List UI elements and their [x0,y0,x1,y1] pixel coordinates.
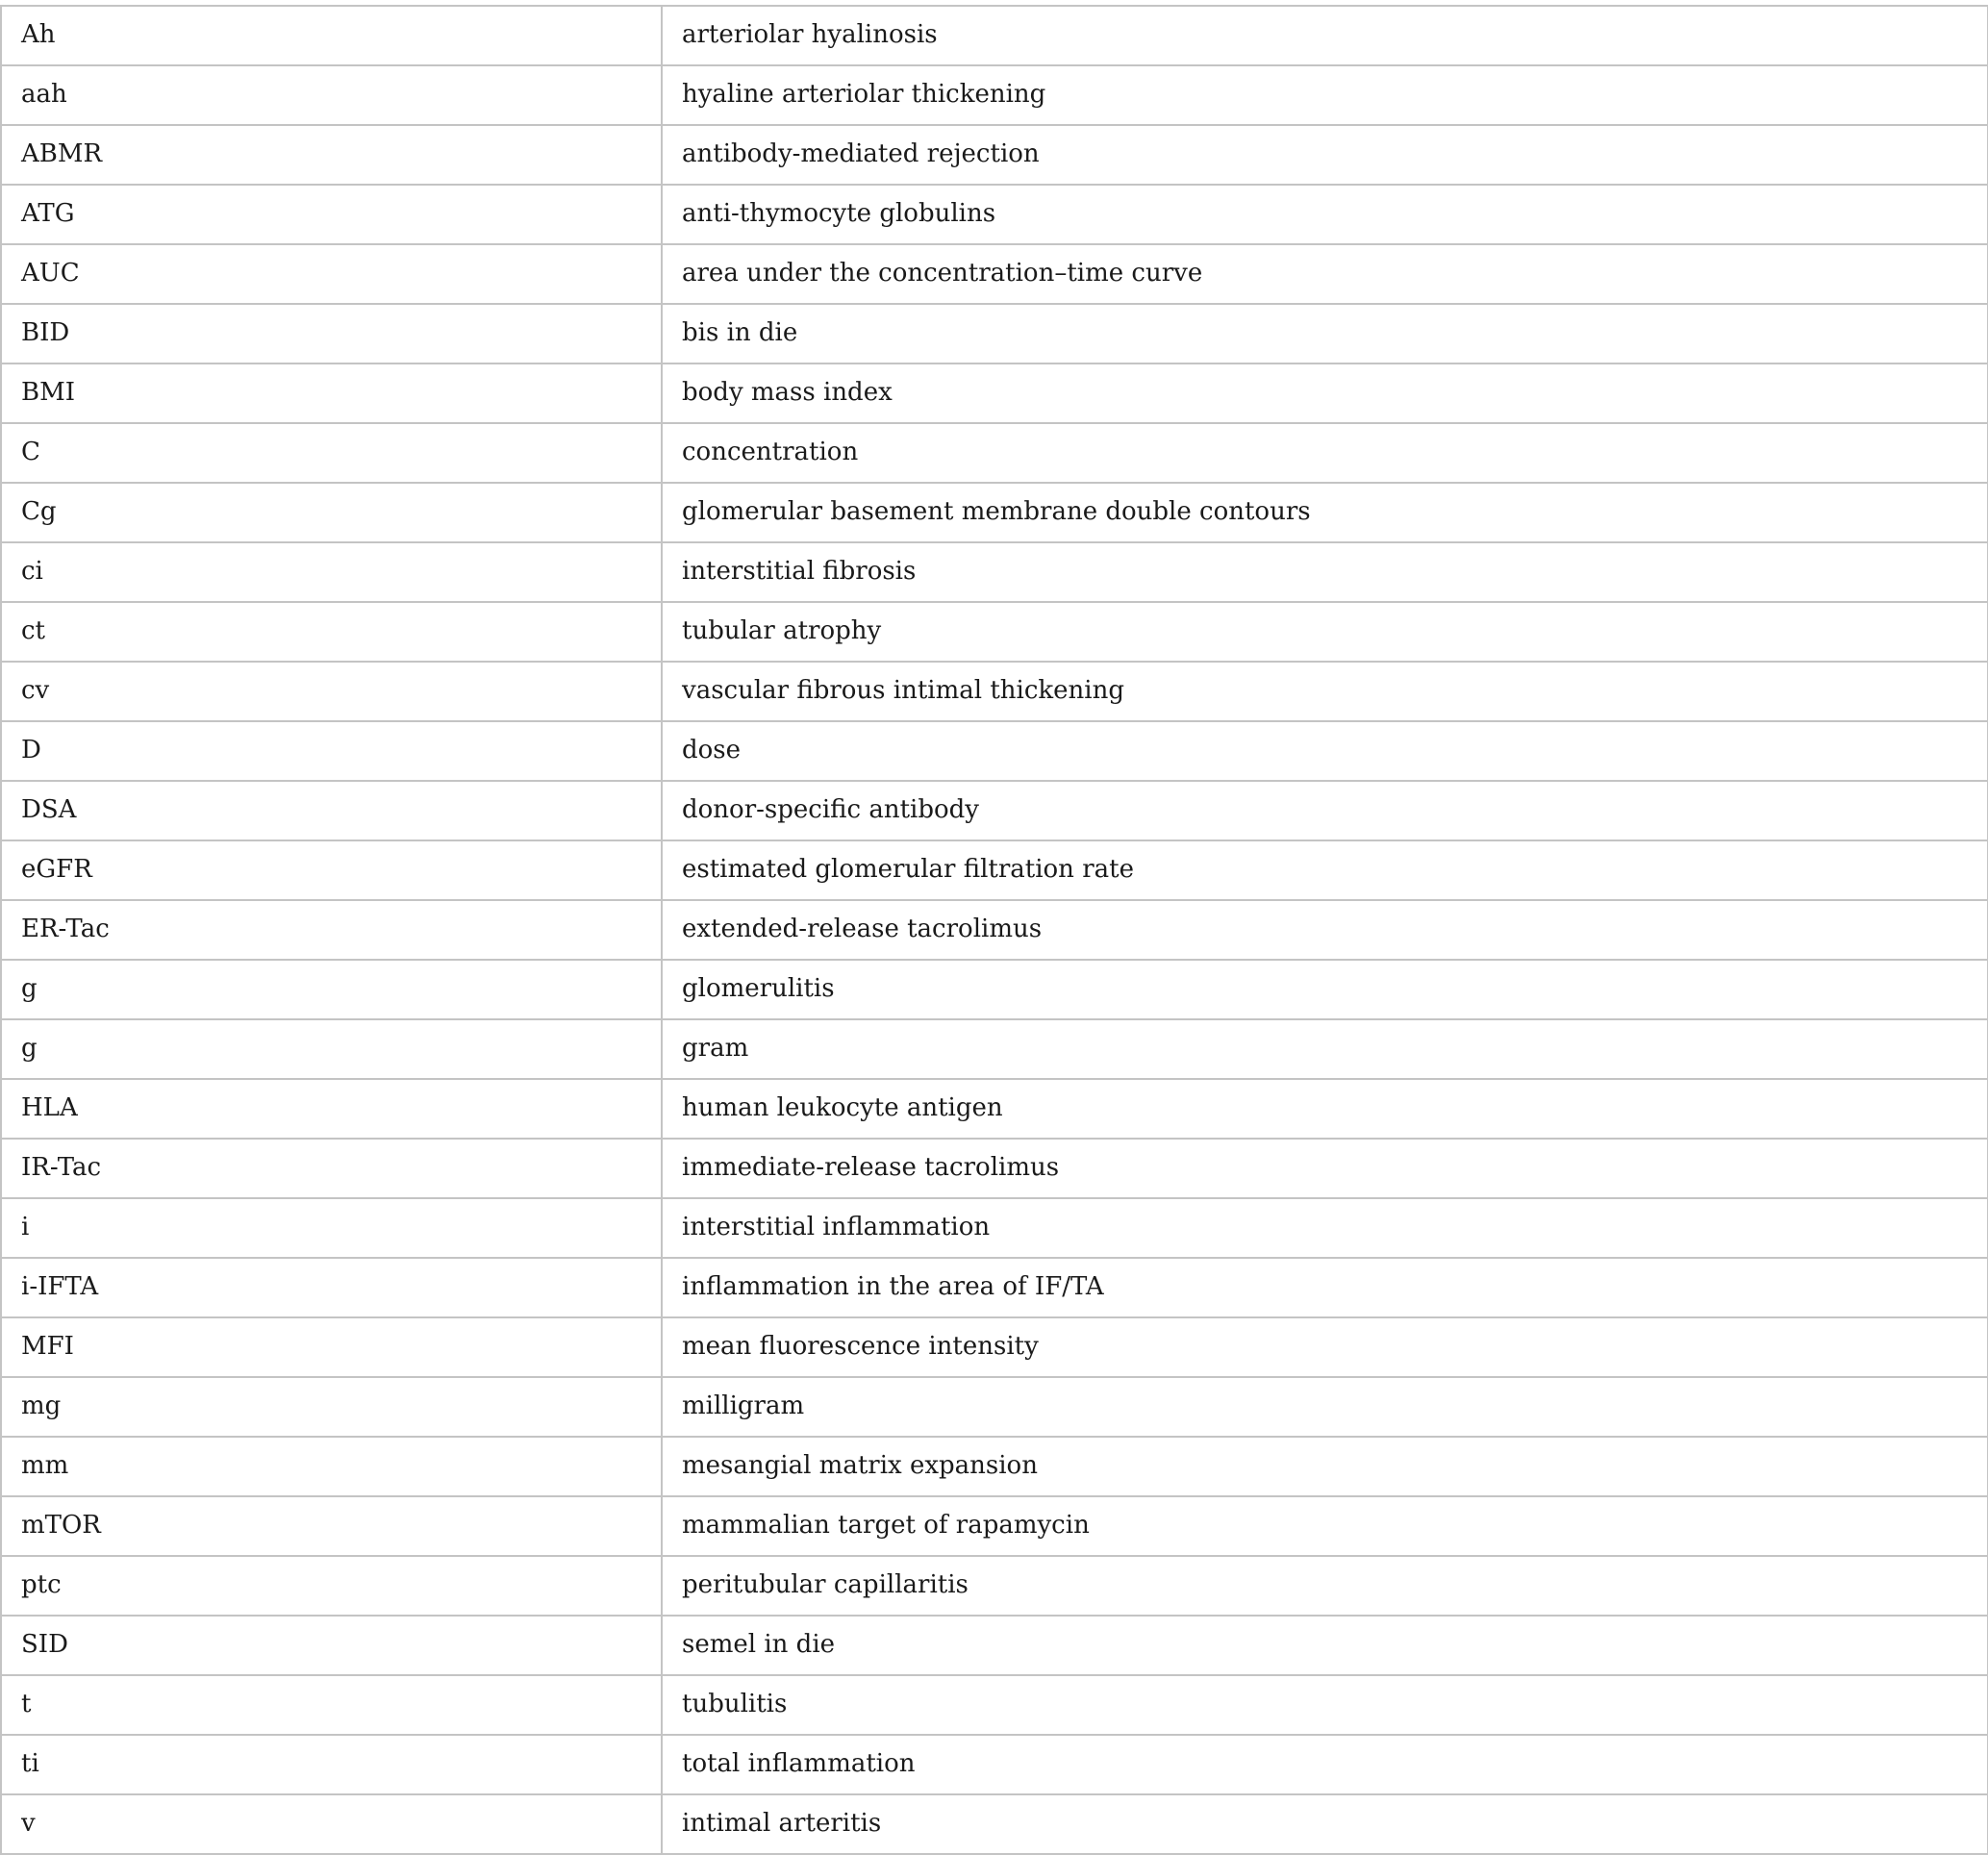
abbreviation-cell: ti [1,1735,662,1794]
definition-cell: concentration [662,423,1988,483]
abbreviation-cell: MFI [1,1317,662,1377]
table-row [1,423,1988,483]
abbreviation-cell: t [1,1675,662,1735]
abbreviations-table-body [1,6,1988,1854]
table-row [1,304,1988,363]
abbreviation-cell: i [1,1198,662,1258]
abbreviation-cell: eGFR [1,840,662,900]
definition-cell: area under the concentration–time curve [662,244,1988,304]
abbreviation-cell: g [1,1019,662,1079]
table-row [1,1317,1988,1377]
definition-cell: glomerulitis [662,960,1988,1019]
abbreviation-cell: Cg [1,483,662,542]
abbreviation-cell: D [1,721,662,781]
abbreviation-cell: mg [1,1377,662,1437]
table-row [1,1437,1988,1496]
table-row [1,542,1988,602]
table-row [1,602,1988,662]
table-row [1,1079,1988,1139]
definition-cell: tubular atrophy [662,602,1988,662]
abbreviation-cell: ABMR [1,125,662,185]
abbreviation-cell: BID [1,304,662,363]
table-row [1,900,1988,960]
abbreviation-cell: g [1,960,662,1019]
definition-cell: bis in die [662,304,1988,363]
table-row [1,960,1988,1019]
table-row [1,1198,1988,1258]
abbreviation-cell: HLA [1,1079,662,1139]
abbreviation-cell: mTOR [1,1496,662,1556]
abbreviation-cell: ct [1,602,662,662]
abbreviation-cell: AUC [1,244,662,304]
abbreviation-cell: i-IFTA [1,1258,662,1317]
abbreviation-cell: ER-Tac [1,900,662,960]
definition-cell: arteriolar hyalinosis [662,6,1988,65]
table-row [1,662,1988,721]
table-row [1,1556,1988,1616]
definition-cell: vascular fibrous intimal thickening [662,662,1988,721]
table-row [1,1258,1988,1317]
table-row [1,244,1988,304]
definition-cell: peritubular capillaritis [662,1556,1988,1616]
abbreviation-cell: DSA [1,781,662,840]
definition-cell: antibody-mediated rejection [662,125,1988,185]
table-row [1,185,1988,244]
definition-cell: anti-thymocyte globulins [662,185,1988,244]
table-row [1,1675,1988,1735]
abbreviation-cell: Ah [1,6,662,65]
definition-cell: semel in die [662,1616,1988,1675]
definition-cell: intimal arteritis [662,1794,1988,1854]
abbreviation-cell: ATG [1,185,662,244]
definition-cell: interstitial fibrosis [662,542,1988,602]
definition-cell: human leukocyte antigen [662,1079,1988,1139]
definition-cell: donor-specific antibody [662,781,1988,840]
abbreviation-cell: mm [1,1437,662,1496]
definition-cell: gram [662,1019,1988,1079]
definition-cell: tubulitis [662,1675,1988,1735]
abbreviation-cell: ci [1,542,662,602]
abbreviation-cell: C [1,423,662,483]
table-row [1,363,1988,423]
definition-cell: glomerular basement membrane double contours [662,483,1988,542]
abbreviation-cell: BMI [1,363,662,423]
abbreviation-cell: IR-Tac [1,1139,662,1198]
definition-cell: dose [662,721,1988,781]
definition-cell: body mass index [662,363,1988,423]
abbreviation-cell: cv [1,662,662,721]
abbreviation-cell: ptc [1,1556,662,1616]
definition-cell: milligram [662,1377,1988,1437]
table-row [1,1139,1988,1198]
definition-cell: total inflammation [662,1735,1988,1794]
abbreviation-cell: SID [1,1616,662,1675]
definition-cell: mesangial matrix expansion [662,1437,1988,1496]
table-row [1,1616,1988,1675]
table-row [1,1794,1988,1854]
definition-cell: hyaline arteriolar thickening [662,65,1988,125]
abbreviation-cell: v [1,1794,662,1854]
table-row [1,781,1988,840]
table-row [1,840,1988,900]
abbreviation-cell: aah [1,65,662,125]
table-row [1,1735,1988,1794]
definition-cell: estimated glomerular filtration rate [662,840,1988,900]
table-row [1,6,1988,65]
table-row [1,1496,1988,1556]
table-row [1,1377,1988,1437]
definition-cell: mammalian target of rapamycin [662,1496,1988,1556]
definition-cell: inflammation in the area of IF/TA [662,1258,1988,1317]
table-row [1,721,1988,781]
table-row [1,1019,1988,1079]
definition-cell: extended-release tacrolimus [662,900,1988,960]
definition-cell: mean fluorescence intensity [662,1317,1988,1377]
definition-cell: interstitial inflammation [662,1198,1988,1258]
table-row [1,125,1988,185]
table-row [1,483,1988,542]
abbreviations-table [0,5,1988,1855]
table-row [1,65,1988,125]
definition-cell: immediate-release tacrolimus [662,1139,1988,1198]
